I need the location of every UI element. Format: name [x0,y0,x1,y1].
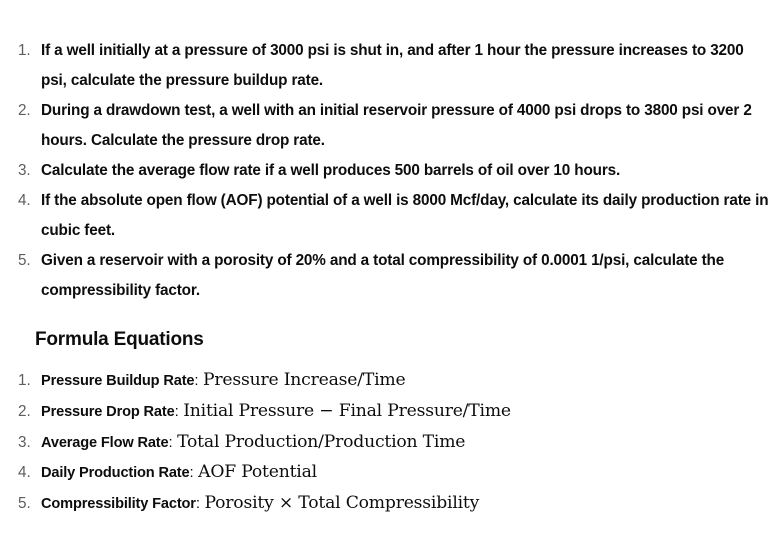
formula-item [0,366,775,397]
question-text: If the absolute open flow (AOF) potential of a well is 8000 Mcf/day, calculate its daily production rate in cubic feet. [41,192,769,239]
question-text: Calculate the average flow rate if a well produces 500 barrels of oil over 10 hours. [41,162,621,179]
question-item [0,186,775,246]
question-list [0,36,775,306]
list-number: 3. [18,433,31,451]
list-number: 4. [18,192,31,209]
list-number: 1. [18,42,31,59]
question-item [0,96,775,156]
formula-separator: : [189,464,194,482]
formula-item [0,397,775,428]
list-number: 5. [18,252,31,269]
list-number: 1. [18,372,31,389]
formula-label: Pressure Buildup Rate [41,373,195,389]
list-number: 4. [18,464,31,482]
formula-separator: : [174,402,179,420]
formula-label: Compressibility Factor [41,496,196,513]
question-item [0,36,775,96]
formula-expression: Pressure Increase/Time [203,370,406,390]
formula-item [0,489,775,520]
formula-expression: AOF Potential [198,462,317,483]
list-number: 3. [18,162,31,179]
response-document [0,36,775,520]
formula-label: Average Flow Rate [41,434,169,451]
question-text: During a drawdown test, a well with an initial reservoir pressure of 4000 psi drops to 3800 psi over 2 hours. Calculate the pressure drop rate. [41,102,752,149]
formula-separator: : [195,495,201,513]
formula-expression: Initial Pressure − Final Pressure/Time [183,400,511,421]
formula-expression: Porosity × Total Compressibility [204,493,480,514]
formula-item [0,428,775,459]
question-text: Given a reservoir with a porosity of 20% and a total compressibility of 0.0001 1/psi, calculate the compressibility factor. [41,252,725,299]
formula-list [0,366,775,520]
question-item [0,156,775,186]
list-number: 2. [18,402,31,420]
formula-item [0,458,775,489]
formulas-heading: Formula Equations [35,329,204,350]
question-text: If a well initially at a pressure of 3000 psi is shut in, and after 1 hour the pressure increases to 3200 psi, calculate the pressure buildup rate. [41,42,744,89]
formula-separator: : [194,372,199,389]
question-item [0,246,775,306]
formula-expression: Total Production/Production Time [177,431,466,452]
list-number: 2. [18,102,31,119]
list-number: 5. [18,495,31,513]
formula-separator: : [168,433,173,451]
formula-label: Pressure Drop Rate [41,403,175,420]
formula-label: Daily Production Rate [41,465,190,482]
